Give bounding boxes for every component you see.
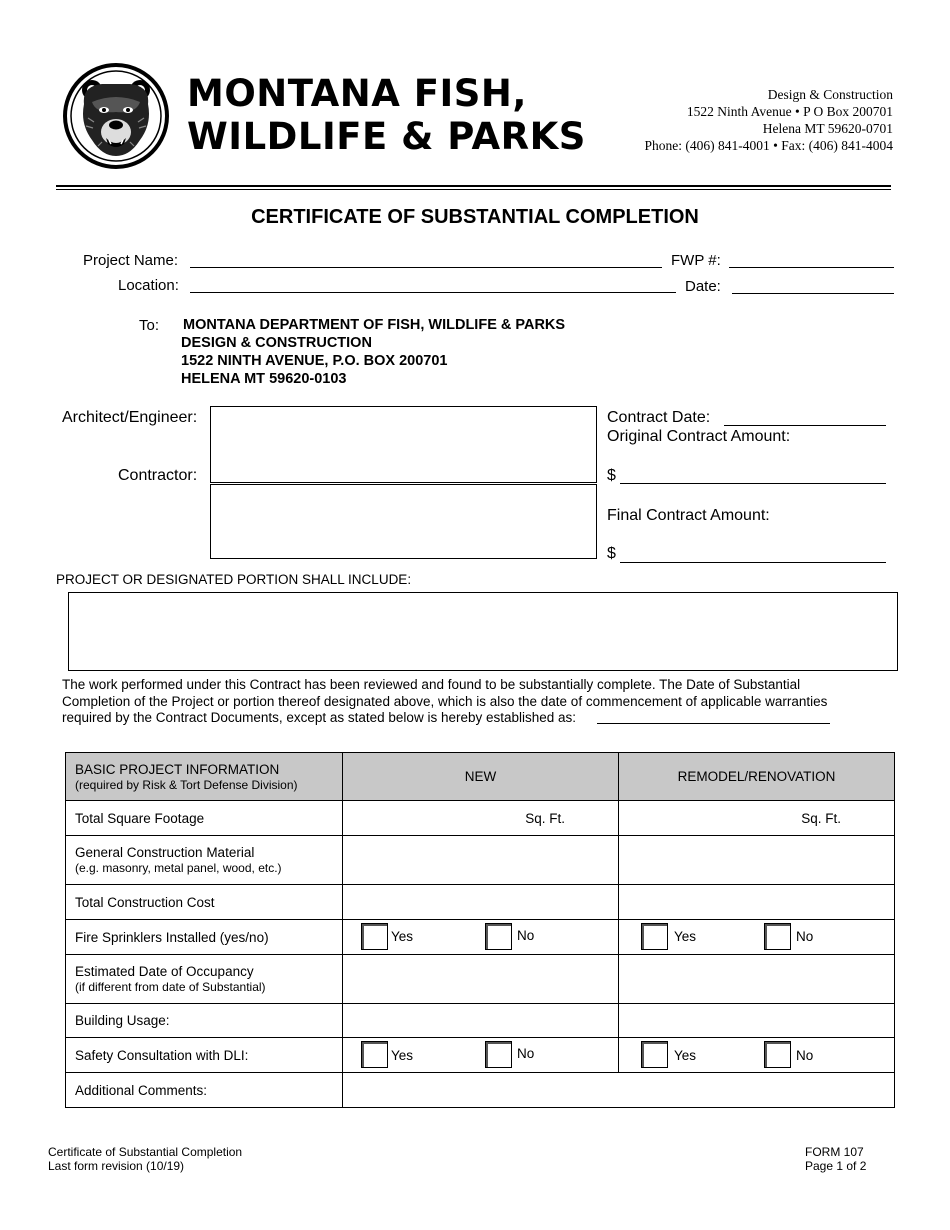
new-sqft-cell[interactable] [343, 801, 619, 836]
comments-label: Additional Comments: [66, 1073, 343, 1108]
recipient-address [181, 316, 565, 388]
portion-box[interactable] [68, 592, 898, 671]
remodel-safety-cell [619, 1038, 895, 1073]
material-label: General Construction Material [75, 845, 255, 860]
remodel-cost-cell[interactable] [619, 885, 895, 920]
table-row [66, 885, 895, 920]
project-name-label: Project Name: [83, 252, 179, 269]
remodel-occupancy-cell[interactable] [619, 955, 895, 1004]
footer-revision: Last form revision (10/19) [48, 1159, 185, 1173]
contractor-box[interactable] [210, 484, 597, 559]
yes-label: Yes [674, 1048, 697, 1063]
completion-statement [62, 677, 922, 727]
new-safety-no-checkbox[interactable] [485, 1041, 512, 1068]
agency-address [573, 86, 893, 154]
bear-seal-icon [62, 62, 170, 170]
table-row [66, 801, 895, 836]
footer-form-name: Certificate of Substantial Completion [48, 1145, 243, 1159]
dollar-sign: $ [607, 545, 616, 562]
remodel-sprinklers-yes-checkbox[interactable] [641, 923, 668, 950]
occupancy-label: Estimated Date of Occupancy [75, 964, 254, 979]
final-amount-field[interactable] [620, 562, 886, 563]
remodel-safety-no-checkbox[interactable] [764, 1041, 791, 1068]
recipient-line: 1522 NINTH AVENUE, P.O. BOX 200701 [181, 353, 448, 369]
dollar-sign: $ [607, 467, 616, 484]
comments-cell[interactable] [343, 1073, 895, 1108]
agency-logo [62, 62, 170, 170]
agency-name [187, 72, 586, 158]
remodel-safety-yes-checkbox[interactable] [641, 1041, 668, 1068]
basic-info-header [66, 753, 343, 801]
remodel-material-cell[interactable] [619, 836, 895, 885]
footer-page-number: Page 1 of 2 [805, 1159, 867, 1173]
cost-label: Total Construction Cost [66, 885, 343, 920]
new-usage-cell[interactable] [343, 1004, 619, 1038]
address-line: Design & Construction [767, 87, 893, 102]
agency-name-line2: WILDLIFE & PARKS [187, 115, 586, 158]
occupancy-note: (if different from date of Substantial) [75, 980, 266, 994]
to-label: To: [139, 317, 160, 334]
remodel-column-header: REMODEL/RENOVATION [619, 753, 895, 801]
contract-date-field[interactable] [724, 425, 886, 426]
agency-name-line1: MONTANA FISH, [187, 72, 527, 115]
statement-line: Completion of the Project or portion thereof designated above, which is also the date of commencement of applicable warranties [62, 693, 828, 709]
remodel-usage-cell[interactable] [619, 1004, 895, 1038]
location-field[interactable] [190, 292, 676, 293]
table-header-row [66, 753, 895, 801]
substantial-completion-date-field[interactable] [597, 723, 830, 724]
address-line: Phone: (406) 841-4001 • Fax: (406) 841-4004 [644, 138, 893, 153]
sqft-unit: Sq. Ft. [801, 810, 841, 826]
recipient-line: HELENA MT 59620-0103 [181, 371, 347, 387]
new-material-cell[interactable] [343, 836, 619, 885]
header-divider [56, 185, 891, 187]
table-row [66, 955, 895, 1004]
sqft-label: Total Square Footage [66, 801, 343, 836]
portion-label: PROJECT OR DESIGNATED PORTION SHALL INCLUDE: [56, 572, 412, 587]
address-line: Helena MT 59620-0701 [762, 121, 893, 136]
new-occupancy-cell[interactable] [343, 955, 619, 1004]
new-safety-cell [343, 1038, 619, 1073]
new-safety-yes-checkbox[interactable] [361, 1041, 388, 1068]
footer-form-number: FORM 107 [805, 1145, 864, 1159]
original-amount-label: Original Contract Amount: [607, 428, 791, 445]
new-column-header: NEW [343, 753, 619, 801]
new-cost-cell[interactable] [343, 885, 619, 920]
no-label: No [517, 1046, 535, 1061]
form-title: CERTIFICATE OF SUBSTANTIAL COMPLETION [251, 206, 699, 228]
remodel-sprinklers-cell [619, 920, 895, 955]
address-line: 1522 Ninth Avenue • P O Box 200701 [686, 104, 893, 119]
usage-label: Building Usage: [66, 1004, 343, 1038]
new-sprinklers-yes-checkbox[interactable] [361, 923, 388, 950]
statement-line: required by the Contract Documents, except as stated below is hereby established as: [62, 710, 577, 725]
architect-box[interactable] [210, 406, 597, 483]
final-amount-label: Final Contract Amount: [607, 507, 770, 524]
table-row [66, 1004, 895, 1038]
sprinklers-label: Fire Sprinklers Installed (yes/no) [66, 920, 343, 955]
new-sprinklers-cell [343, 920, 619, 955]
recipient-line: DESIGN & CONSTRUCTION [181, 335, 372, 351]
recipient-line: MONTANA DEPARTMENT OF FISH, WILDLIFE & PARKS [183, 317, 566, 333]
new-sprinklers-no-checkbox[interactable] [485, 923, 512, 950]
fwp-number-label: FWP #: [671, 252, 721, 269]
remodel-sqft-cell[interactable] [619, 801, 895, 836]
basic-info-note: (required by Risk & Tort Defense Division) [75, 777, 298, 792]
no-label: No [796, 929, 814, 944]
no-label: No [796, 1048, 814, 1063]
header-divider-thin [56, 189, 891, 190]
project-name-field[interactable] [190, 267, 662, 268]
fwp-number-field[interactable] [729, 267, 894, 268]
original-amount-field[interactable] [620, 483, 886, 484]
location-label: Location: [118, 277, 179, 294]
material-note: (e.g. masonry, metal panel, wood, etc.) [75, 861, 282, 875]
architect-label: Architect/Engineer: [62, 409, 198, 426]
basic-project-info-table [65, 752, 895, 1108]
statement-line: The work performed under this Contract has been reviewed and found to be substantially complete. The Date of Substantial [62, 677, 801, 692]
material-label-cell [66, 836, 343, 885]
table-row [66, 836, 895, 885]
safety-label: Safety Consultation with DLI: [66, 1038, 343, 1073]
yes-label: Yes [674, 929, 697, 944]
yes-label: Yes [391, 1048, 414, 1063]
contractor-label: Contractor: [118, 467, 198, 484]
no-label: No [517, 928, 535, 943]
contract-date-label: Contract Date: [607, 409, 711, 426]
yes-label: Yes [391, 929, 414, 944]
table-row [66, 1073, 895, 1108]
basic-info-title: BASIC PROJECT INFORMATION [75, 761, 280, 777]
occupancy-label-cell [66, 955, 343, 1004]
table-row [66, 920, 895, 955]
table-row [66, 1038, 895, 1073]
sqft-unit: Sq. Ft. [525, 810, 565, 826]
date-field[interactable] [732, 293, 894, 294]
remodel-sprinklers-no-checkbox[interactable] [764, 923, 791, 950]
date-label: Date: [685, 278, 721, 295]
footer-right [805, 1145, 866, 1173]
footer-left [48, 1145, 242, 1173]
